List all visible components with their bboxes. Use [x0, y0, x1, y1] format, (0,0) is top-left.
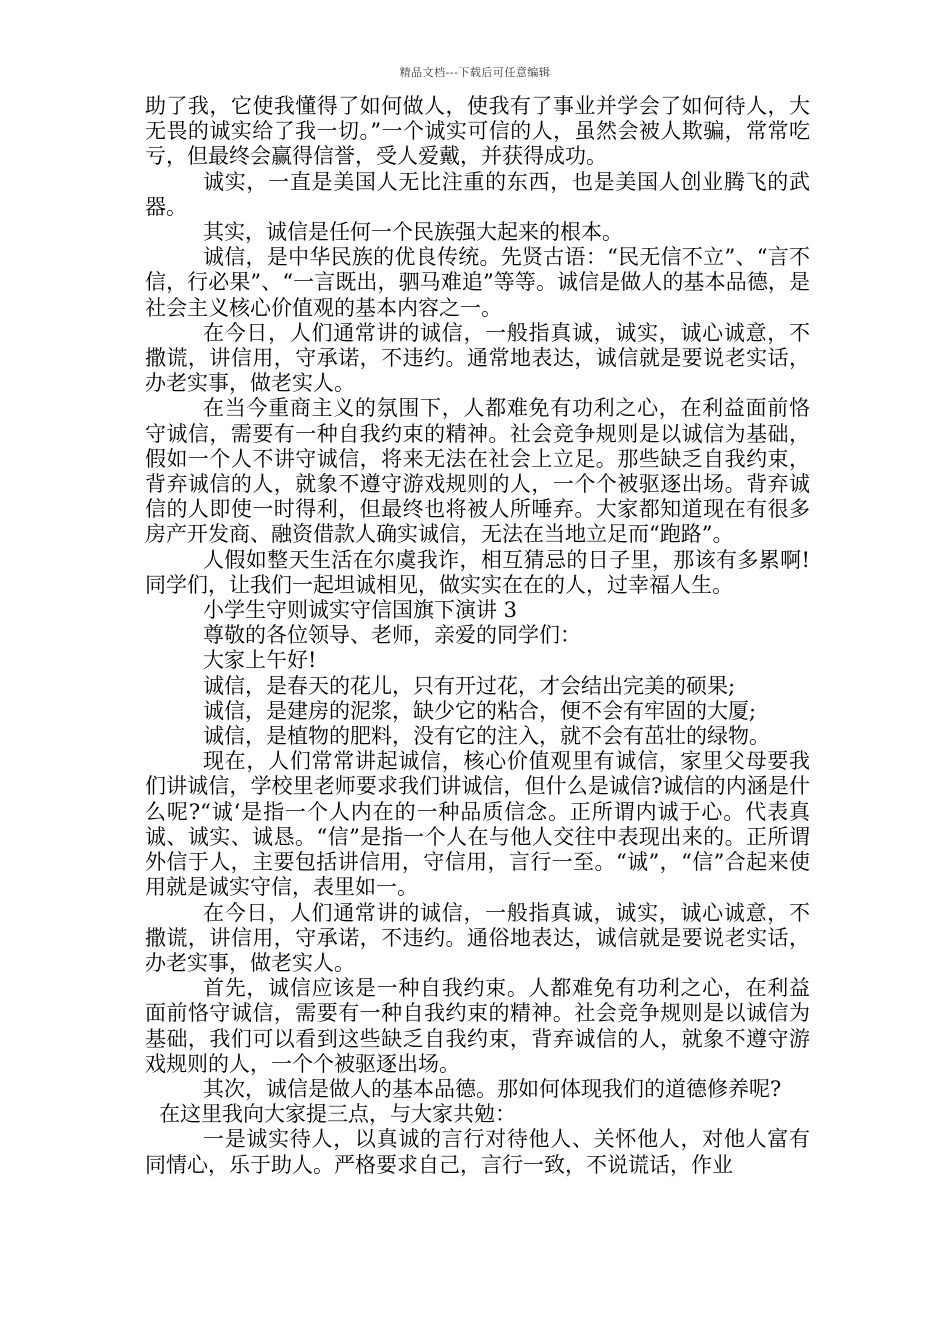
paragraph: 在这里我向大家提三点，与大家共勉：: [159, 1102, 516, 1127]
section-title: 小学生守则诚实守信国旗下演讲 3: [203, 598, 518, 623]
paragraph: 诚实，一直是美国人无比注重的东西，也是美国人创业腾飞的武器。: [145, 169, 810, 219]
paragraph: 诚信，是植物的肥料，没有它的注入，就不会有茁壮的绿物。: [203, 724, 770, 749]
paragraph: 助了我，它使我懂得了如何做人，使我有了事业并学会了如何待人，大无畏的诚实给了我一切。”一个诚实可信的人，虽然会被人欺骗，常常吃亏，但最终会赢得信誉，受人爱戴，并获得成功。: [145, 94, 810, 169]
paragraph: 在今日，人们通常讲的诚信，一般指真诚，诚实，诚心诚意，不撒谎，讲信用，守承诺，不违约。通俗地表达，诚信就是要说老实话，办老实事，做老实人。: [145, 900, 810, 975]
paragraph: 其实，诚信是任何一个民族强大起来的根本。: [203, 220, 623, 245]
paragraph: 现在，人们常常讲起诚信，核心价值观里有诚信，家里父母要我们讲诚信，学校里老师要求我们讲诚信，但什么是诚信?诚信的内涵是什么呢?“诚‘是指一个人内在的一种品质信念。正所谓内诚于心。代表真诚、诚实、诚恳。“信”是指一个人在与他人交往中表现出来的。正所谓外信于人，主要包括讲信用，守信用，言行一至。“诚”，“信”合起来使用就是诚实守信，表里如一。: [145, 749, 810, 900]
paragraph: 一是诚实待人，以真诚的言行对待他人、关怀他人，对他人富有同情心，乐于助人。严格要求自己，言行一致，不说谎话，作业: [145, 1127, 810, 1177]
paragraph: 诚信，是建房的泥浆，缺少它的粘合，便不会有牢固的大厦;: [203, 698, 757, 723]
salutation: 尊敬的各位领导、老师，亲爱的同学们：: [203, 623, 581, 648]
paragraph: 人假如整天生活在尔虞我诈，相互猜忌的日子里，那该有多累啊!同学们，让我们一起坦诚相见，做实实在在的人，过幸福人生。: [145, 547, 810, 597]
paragraph: 诚信，是春天的花儿，只有开过花，才会结出完美的硕果;: [203, 673, 736, 698]
page-header: 精品文档---下载后可任意编辑: [399, 66, 551, 79]
paragraph: 诚信，是中华民族的优良传统。先贤古语：“民无信不立”、“言不信，行必果”、“一言既出，驷马难追”等等。诚信是做人的基本品德，是社会主义核心价值观的基本内容之一。: [145, 245, 810, 320]
paragraph: 在当今重商主义的氛围下，人都难免有功利之心，在利益面前恪守诚信，需要有一种自我约束的精神。社会竞争规则是以诚信为基础，假如一个人不讲守诚信，将来无法在社会上立足。那些缺乏自我约束，背弃诚信的人，就象不遵守游戏规则的人，一个个被驱逐出场。背弃诚信的人即使一时得利，但最终也将被人所唾弃。大家都知道现在有很多房产开发商、融资借款人确实诚信，无法在当地立足而“跑路”。: [145, 396, 810, 547]
paragraph: 在今日，人们通常讲的诚信，一般指真诚，诚实，诚心诚意，不撒谎，讲信用，守承诺，不违约。通常地表达，诚信就是要说老实话，办老实事，做老实人。: [145, 320, 810, 396]
document-body: [145, 94, 810, 1178]
paragraph: 其次，诚信是做人的基本品德。那如何体现我们的道德修养呢?: [203, 1076, 782, 1101]
paragraph: 首先，诚信应该是一种自我约束。人都难免有功利之心，在利益面前恪守诚信，需要有一种自我约束的精神。社会竞争规则是以诚信为基础，我们可以看到这些缺乏自我约束，背弃诚信的人，就象不遵守游戏规则的人，一个个被驱逐出场。: [145, 976, 810, 1076]
greeting: 大家上午好!: [203, 648, 317, 673]
